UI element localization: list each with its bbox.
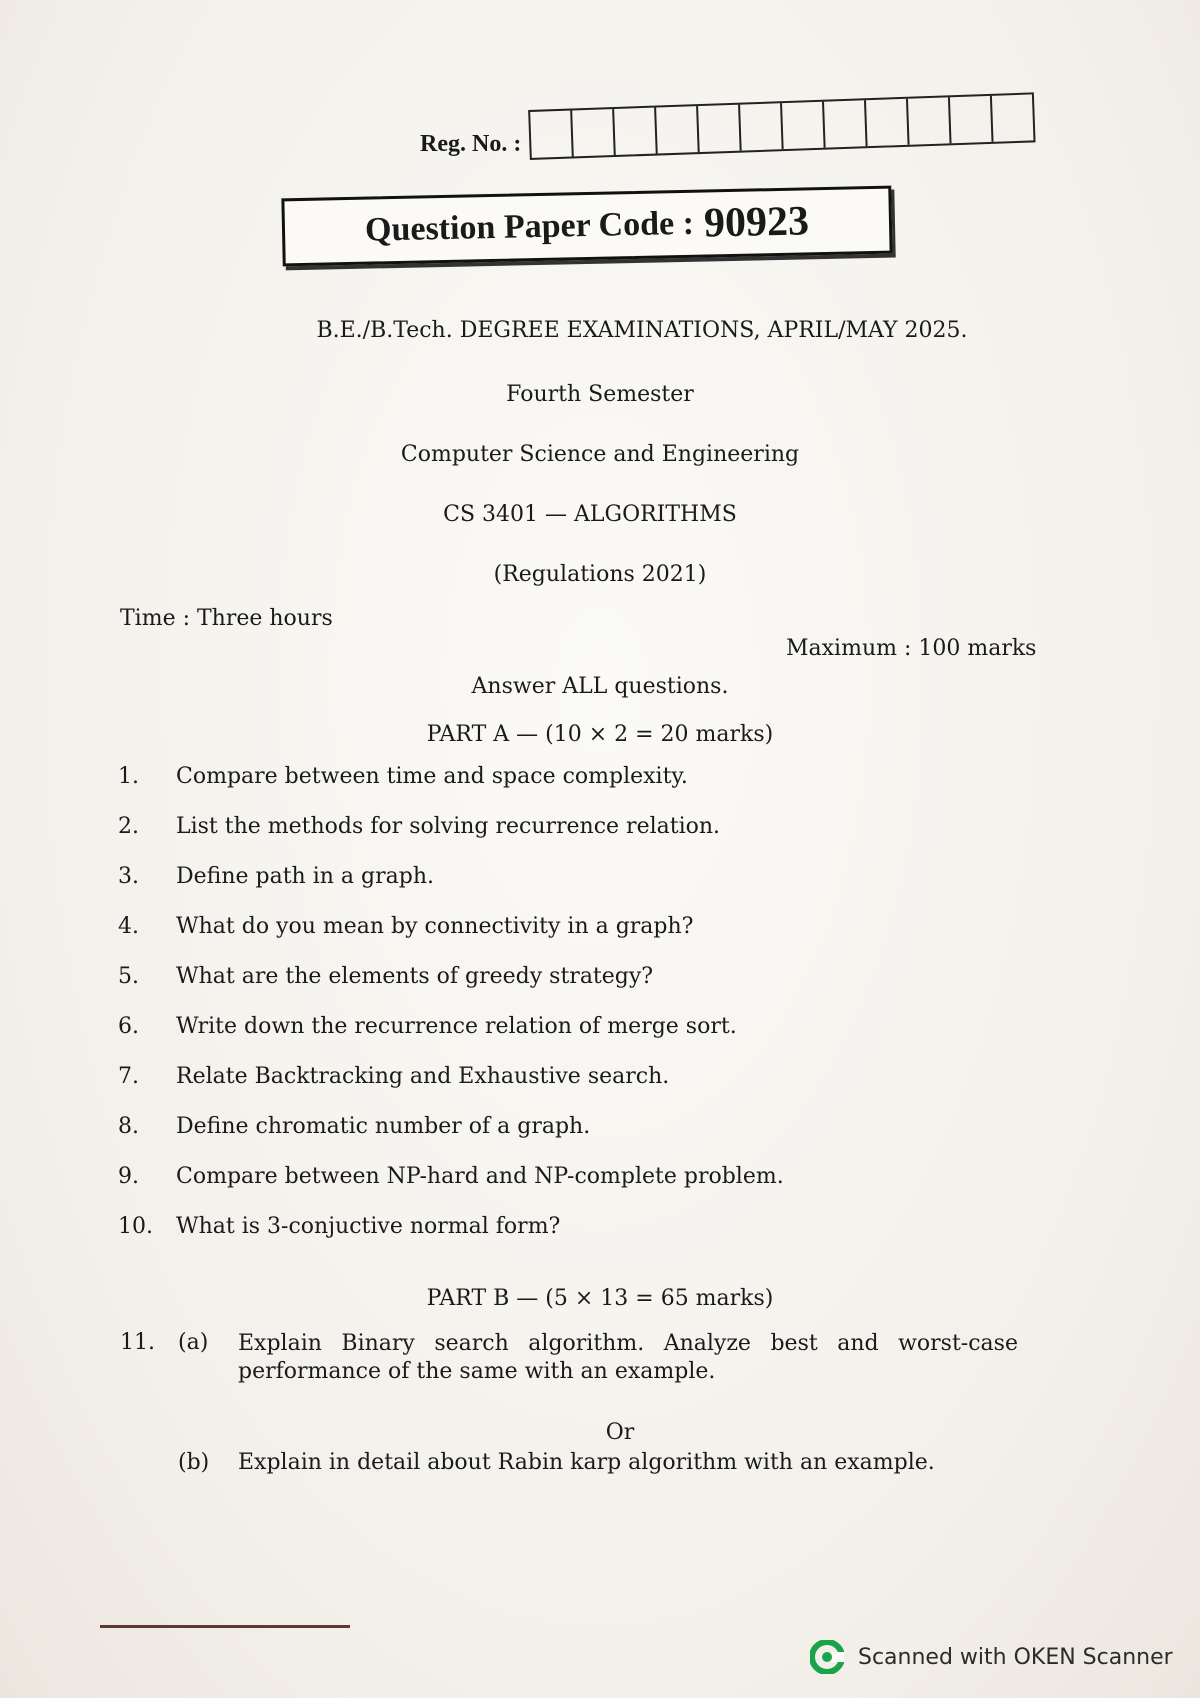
- question-number: 5.: [118, 964, 139, 989]
- question-item: [118, 1114, 1018, 1164]
- question-number: 6.: [118, 1014, 139, 1039]
- reg-digit-box: [948, 96, 992, 143]
- question-paper-code-value: 90923: [703, 198, 810, 247]
- question-number: 9.: [118, 1164, 139, 1189]
- question-text: Define path in a graph.: [176, 864, 434, 889]
- scanner-watermark: [810, 1640, 1173, 1674]
- question-text: Explain Binary search algorithm. Analyze best and worst-case performance of the same with an example.: [238, 1331, 1018, 1384]
- course-title: CS 3401 — ALGORITHMS: [443, 502, 737, 527]
- question-text: Explain in detail about Rabin karp algorithm with an example.: [238, 1450, 935, 1475]
- part-a-question-list: [118, 764, 1018, 1264]
- reg-digit-box: [990, 94, 1034, 141]
- reg-digit-box: [822, 100, 866, 147]
- or-separator: Or: [605, 1420, 635, 1445]
- reg-digit-box: [696, 105, 740, 152]
- question-paper-code-label: Question Paper Code :: [364, 204, 695, 249]
- question-item: [118, 764, 1018, 814]
- sub-question-label: (b): [178, 1450, 210, 1475]
- question-text: Define chromatic number of a graph.: [176, 1114, 591, 1139]
- question-text: What do you mean by connectivity in a graph?: [176, 914, 694, 939]
- question-number: 10.: [118, 1214, 153, 1239]
- question-text: What are the elements of greedy strategy?: [176, 964, 654, 989]
- question-text: List the methods for solving recurrence relation.: [176, 814, 721, 839]
- reg-digit-box: [570, 109, 614, 156]
- branch: Computer Science and Engineering: [400, 442, 800, 467]
- question-item: [118, 1164, 1018, 1214]
- scanner-logo-icon: [810, 1640, 844, 1674]
- question-text: What is 3-conjuctive normal form?: [176, 1214, 561, 1239]
- regulations: (Regulations 2021): [493, 562, 707, 587]
- question-text: Write down the recurrence relation of merge sort.: [176, 1014, 737, 1039]
- reg-number-label: Reg. No. :: [420, 130, 522, 157]
- question-text: Compare between NP-hard and NP-complete problem.: [176, 1164, 784, 1189]
- question-number: 7.: [118, 1064, 139, 1089]
- reg-number-row: [420, 110, 1035, 160]
- reg-digit-box: [654, 106, 698, 153]
- question-text: Relate Backtracking and Exhaustive search.: [176, 1064, 670, 1089]
- sub-question-label: (a): [178, 1330, 209, 1355]
- question-number: 8.: [118, 1114, 139, 1139]
- question-text: Compare between time and space complexity.: [176, 764, 688, 789]
- reg-digit-box: [738, 103, 782, 150]
- reg-digit-box: [864, 99, 908, 146]
- reg-digit-box: [612, 108, 656, 155]
- part-a-heading: PART A — (10 × 2 = 20 marks): [426, 722, 774, 747]
- page-bottom-rule: [100, 1625, 350, 1628]
- exam-title: B.E./B.Tech. DEGREE EXAMINATIONS, APRIL/MAY 2025.: [316, 318, 968, 343]
- question-item: [118, 864, 1018, 914]
- question-number: 11.: [120, 1330, 155, 1355]
- question-item: [118, 814, 1018, 864]
- question-number: 1.: [118, 764, 139, 789]
- scanner-watermark-text: Scanned with OKEN Scanner: [858, 1644, 1173, 1670]
- question-paper-code-box: [281, 186, 892, 267]
- question-number: 3.: [118, 864, 139, 889]
- question-item: [118, 1014, 1018, 1064]
- reg-digit-box: [780, 102, 824, 149]
- reg-number-boxes: [528, 92, 1035, 160]
- reg-digit-box: [906, 97, 950, 144]
- question-item: [118, 964, 1018, 1014]
- question-number: 4.: [118, 914, 139, 939]
- reg-digit-box: [531, 111, 573, 158]
- question-item: [118, 1064, 1018, 1114]
- time-allowed: Time : Three hours: [120, 606, 333, 631]
- part-b-heading: PART B — (5 × 13 = 65 marks): [426, 1286, 774, 1311]
- instructions: Answer ALL questions.: [471, 674, 729, 699]
- question-item: [118, 914, 1018, 964]
- question-item: [118, 1214, 1018, 1264]
- semester: Fourth Semester: [506, 382, 694, 407]
- maximum-marks: Maximum : 100 marks: [786, 636, 1037, 661]
- question-number: 2.: [118, 814, 139, 839]
